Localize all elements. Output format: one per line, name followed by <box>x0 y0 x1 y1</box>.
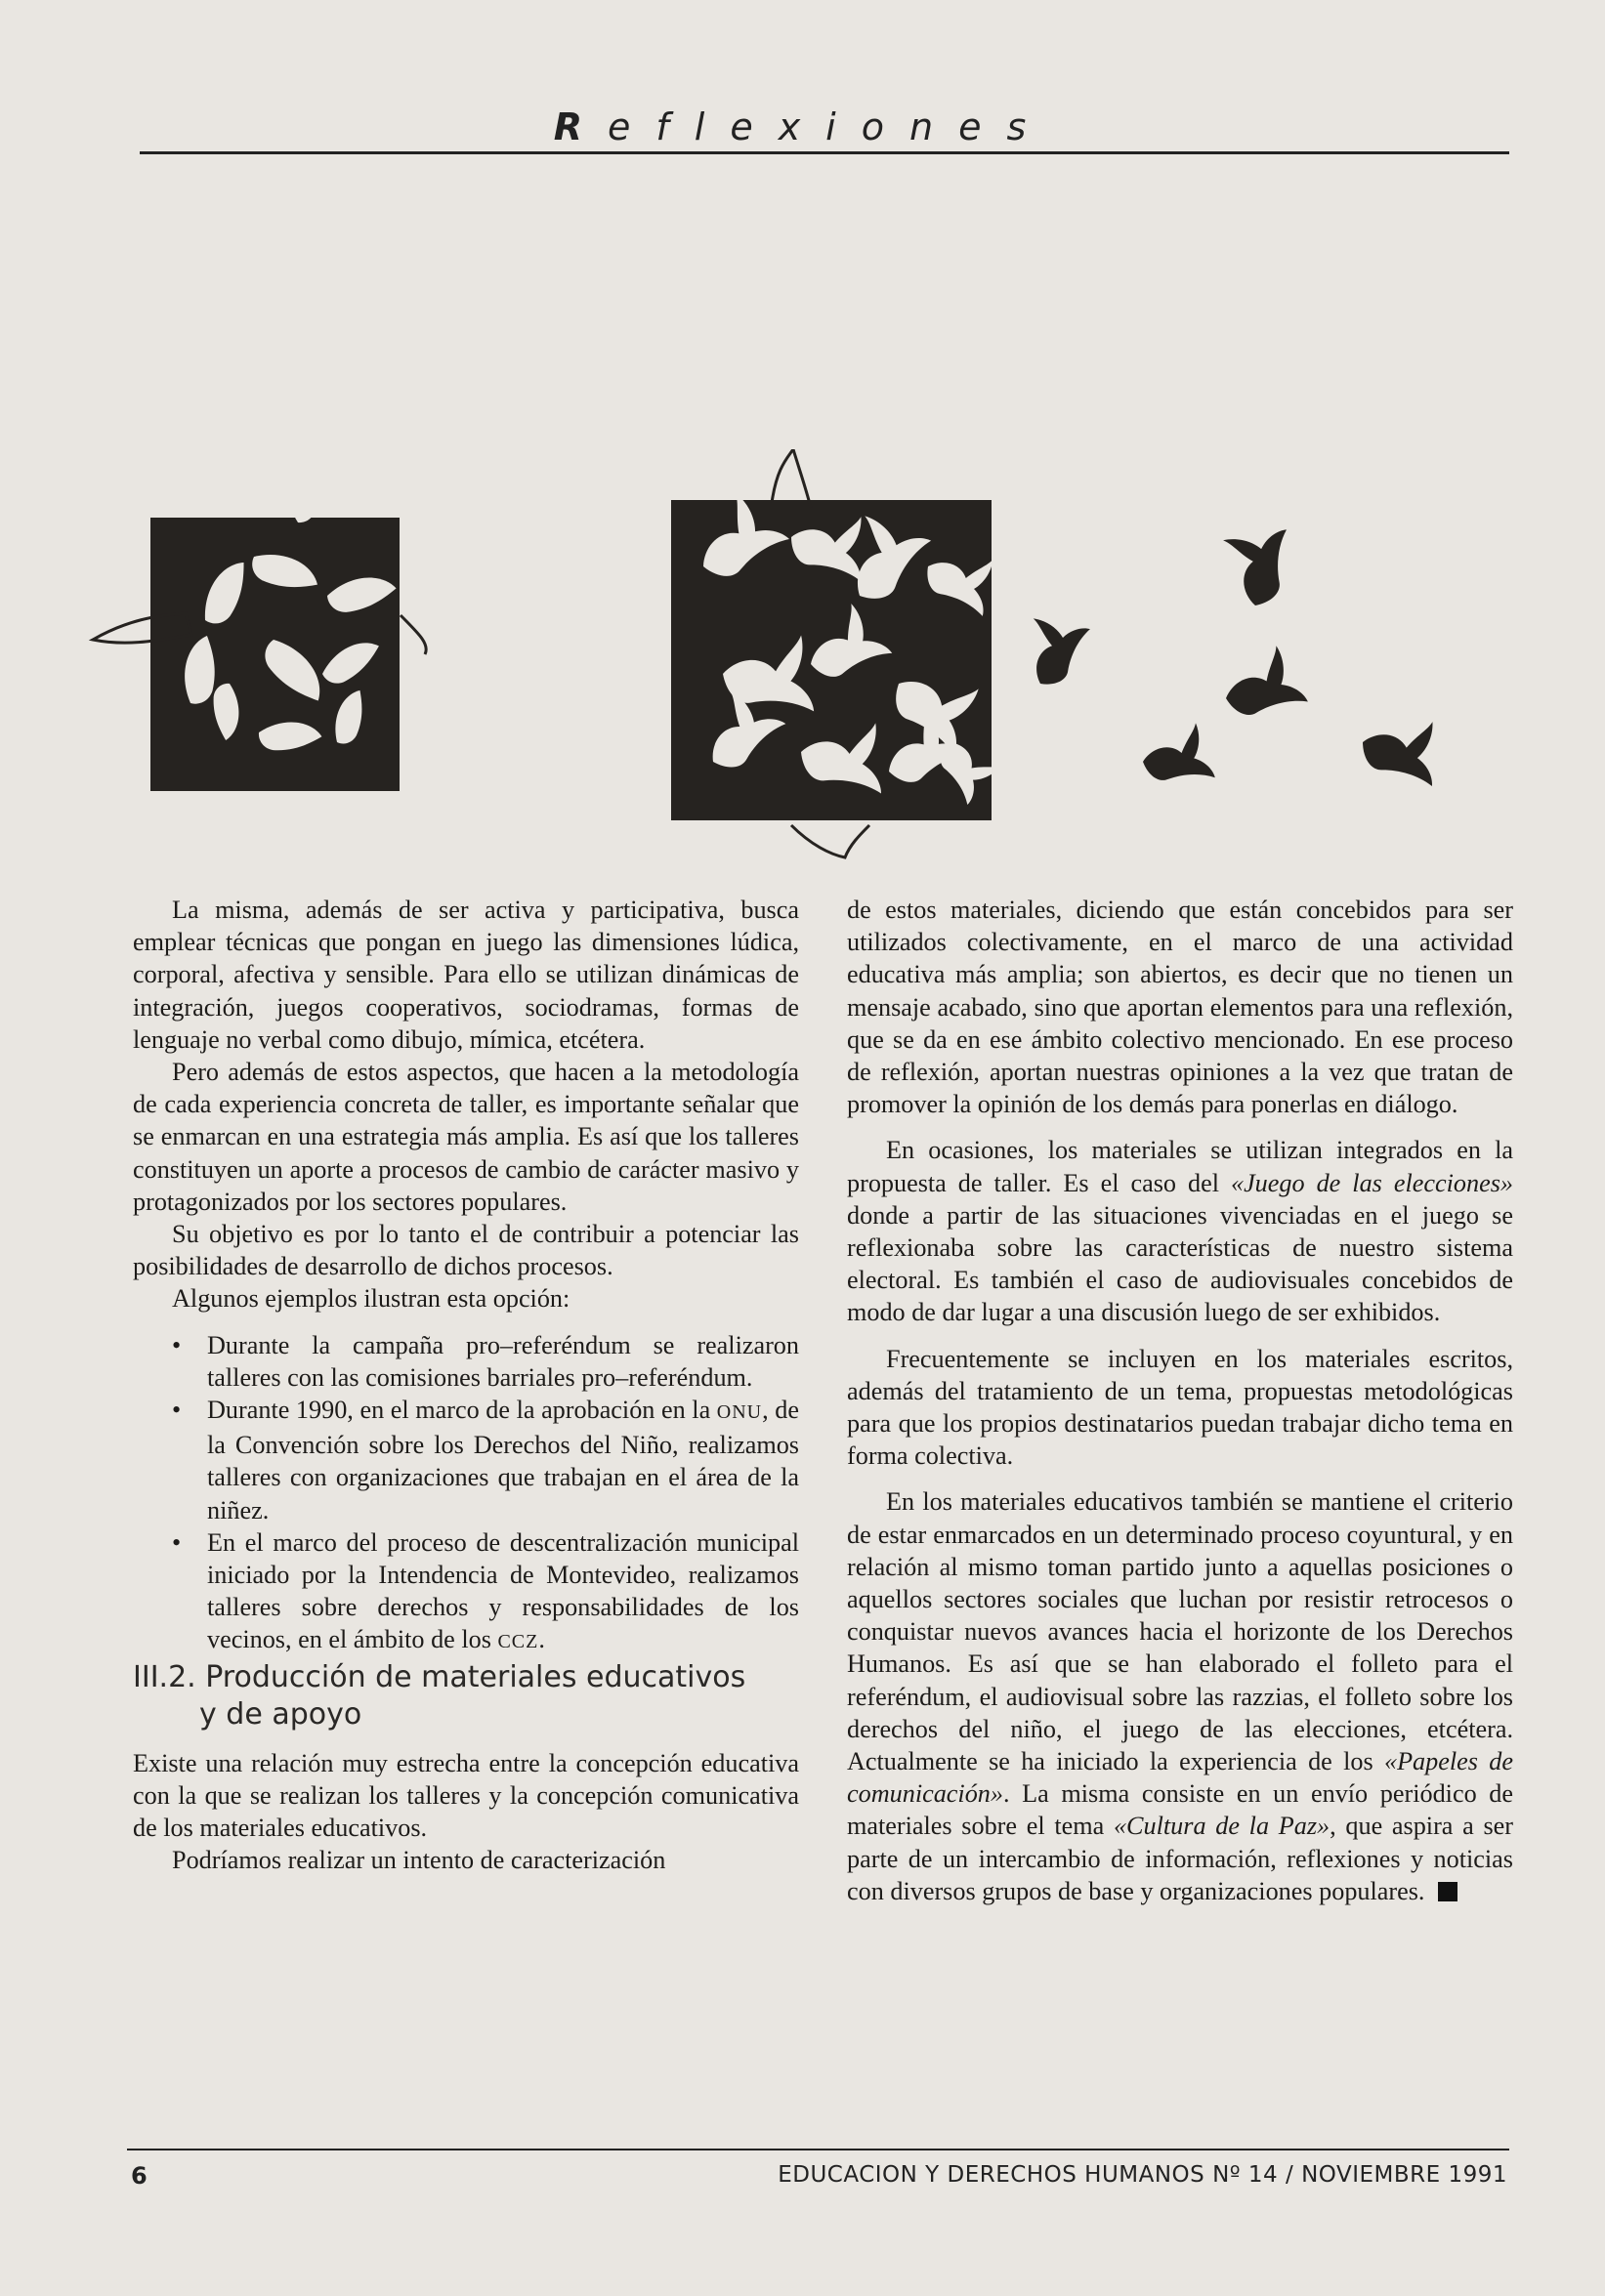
left-paragraph-6: Podríamos realizar un intento de caracterización <box>172 1846 666 1875</box>
subheading-line-1: III.2. Producción de materiales educativos <box>133 1659 746 1694</box>
title-juego-de-las-elecciones: «Juego de las elecciones» <box>1230 1168 1513 1197</box>
publication-footer: EDUCACION Y DERECHOS HUMANOS Nº 14 / NOVIEMBRE 1991 <box>778 2162 1507 2188</box>
left-paragraph-5: Existe una relación muy estrecha entre la concepción educativa con la que se realizan los talleres y la concepción comunicativa de los materiales educativos. <box>133 1748 799 1843</box>
bullet-marker: • <box>172 1527 182 1557</box>
left-paragraph-1: La misma, además de ser activa y participativa, busca emplear técnicas que pongan en juego las dimensiones lúdica, corporal, afectiva y sensible. Para ello se utilizan dinámicas de integración, juegos cooperativos, sociodramas, formas de lenguaje no verbal como dibujo, mímica, etcétera. <box>133 896 799 1054</box>
acronym-ccz: CCZ <box>497 1631 539 1653</box>
right-paragraph-4 <box>847 1485 1513 1907</box>
right-paragraph-1: de estos materiales, diciendo que están concebidos para ser utilizados colectivamente, en el marco de una actividad educativa más amplia; son abiertos, es decir que no tienen un mensaje acabado, sino que aportan elementos para una reflexión, que se da en ese ámbito colectivo mencionado. En ese proceso de reflexión, aportan nuestras opiniones a la vez que tratan de promover la opinión de los demás para ponerlas en diálogo. <box>847 896 1513 1119</box>
examples-list <box>133 1329 799 1659</box>
left-column <box>133 894 799 1876</box>
right-paragraph-2 <box>847 1134 1513 1328</box>
right-paragraph-2-text: En ocasiones, los materiales se utilizan integrados en la propuesta de taller. Es el caso del <box>847 1136 1513 1197</box>
subheading-line-2: y de apoyo <box>199 1696 362 1732</box>
flying-birds <box>1007 520 1453 789</box>
bullet-marker: • <box>172 1396 182 1425</box>
right-column <box>847 894 1513 1907</box>
title-cultura-de-la-paz: «Cultura de la Paz» <box>1113 1812 1330 1841</box>
list-item <box>133 1526 799 1659</box>
section-title-initial: R <box>553 105 608 148</box>
section-title <box>0 105 1605 148</box>
right-paragraph-4-text: , que aspira a ser parte de un intercambio de información, reflexiones y noticias con diversos grupos de base y organizaciones populares. <box>847 1812 1513 1905</box>
left-paragraph-3: Su objetivo es por lo tanto el de contribuir a potenciar las posibilidades de desarrollo de dichos procesos. <box>133 1220 799 1281</box>
list-item <box>133 1329 799 1394</box>
acronym-onu: ONU <box>716 1401 763 1424</box>
page-number: 6 <box>131 2162 148 2190</box>
bullet-marker: • <box>172 1330 182 1359</box>
list-item-text: Durante 1990, en el marco de la aprobación en la <box>207 1396 717 1425</box>
list-item-text: , de la Convención sobre los Derechos del Niño, realizamos talleres con organizaciones que trabajan en el área de la niñez. <box>207 1396 799 1524</box>
title-papeles-de-comunicacion: «Papeles de comunicación» <box>847 1747 1513 1809</box>
list-item-text: En el marco del proceso de descentralización municipal iniciado por la Intendencia de Montevideo, realizamos talleres sobre derechos y responsabilidades de los vecinos, en el ámbito de los <box>207 1527 799 1654</box>
left-square-birds <box>93 456 426 791</box>
section-subheading <box>133 1659 799 1733</box>
left-paragraph-4: Algunos ejemplos ilustran esta opción: <box>172 1284 570 1314</box>
list-item-text: . <box>538 1625 545 1654</box>
right-paragraph-3: Frecuentemente se incluyen en los materiales escritos, además del tratamiento de un tema, propuestas metodológicas para que los propios destinatarios puedan trabajar dicho tema en forma colectiva. <box>847 1344 1513 1471</box>
list-item-text: Durante la campaña pro–referéndum se realizaron talleres con las comisiones barriales pro–referéndum. <box>207 1330 799 1392</box>
right-paragraph-4-text: . La misma consiste en un envío periódico de materiales sobre el tema <box>847 1779 1513 1841</box>
end-of-article-square-icon <box>1438 1882 1457 1901</box>
header-rule <box>140 151 1509 154</box>
footer-rule <box>127 2149 1509 2150</box>
left-paragraph-2: Pero además de estos aspectos, que hacen a la metodología de cada experiencia concreta de taller, es importante señalar que se enmarcan en una estrategia más amplia. Es así que los talleres constituyen un aporte a procesos de cambio de carácter masivo y protagonizados por los sectores populares. <box>133 1058 799 1216</box>
list-item <box>133 1394 799 1526</box>
section-title-rest: eflexiones <box>608 105 1052 148</box>
right-paragraph-2-text: donde a partir de las situaciones vivenciadas en el juego se reflexionaba sobre las características de nuestro sistema electoral. Es también el caso de audiovisuales concebidos de modo de dar lugar a una discusión luego de ser exhibidos. <box>847 1200 1513 1327</box>
birds-in-squares-illustration <box>88 449 1514 869</box>
middle-square-birds <box>671 449 1010 857</box>
right-paragraph-4-text: En los materiales educativos también se mantiene el criterio de estar enmarcados en un determinado proceso coyuntural, y en relación al mismo toman partido junto a aquellas posiciones o aquellos sectores sociales que luchan por resistir retrocesos o conquistar nuevos avances hacia el horizonte de los Derechos Humanos. Es así que se han elaborado el folleto para el referéndum, el audiovisual sobre las razzias, el folleto sobre los derechos del niño, el juego de las elecciones, etcétera. Actualmente se ha iniciado la experiencia de los <box>847 1487 1513 1776</box>
